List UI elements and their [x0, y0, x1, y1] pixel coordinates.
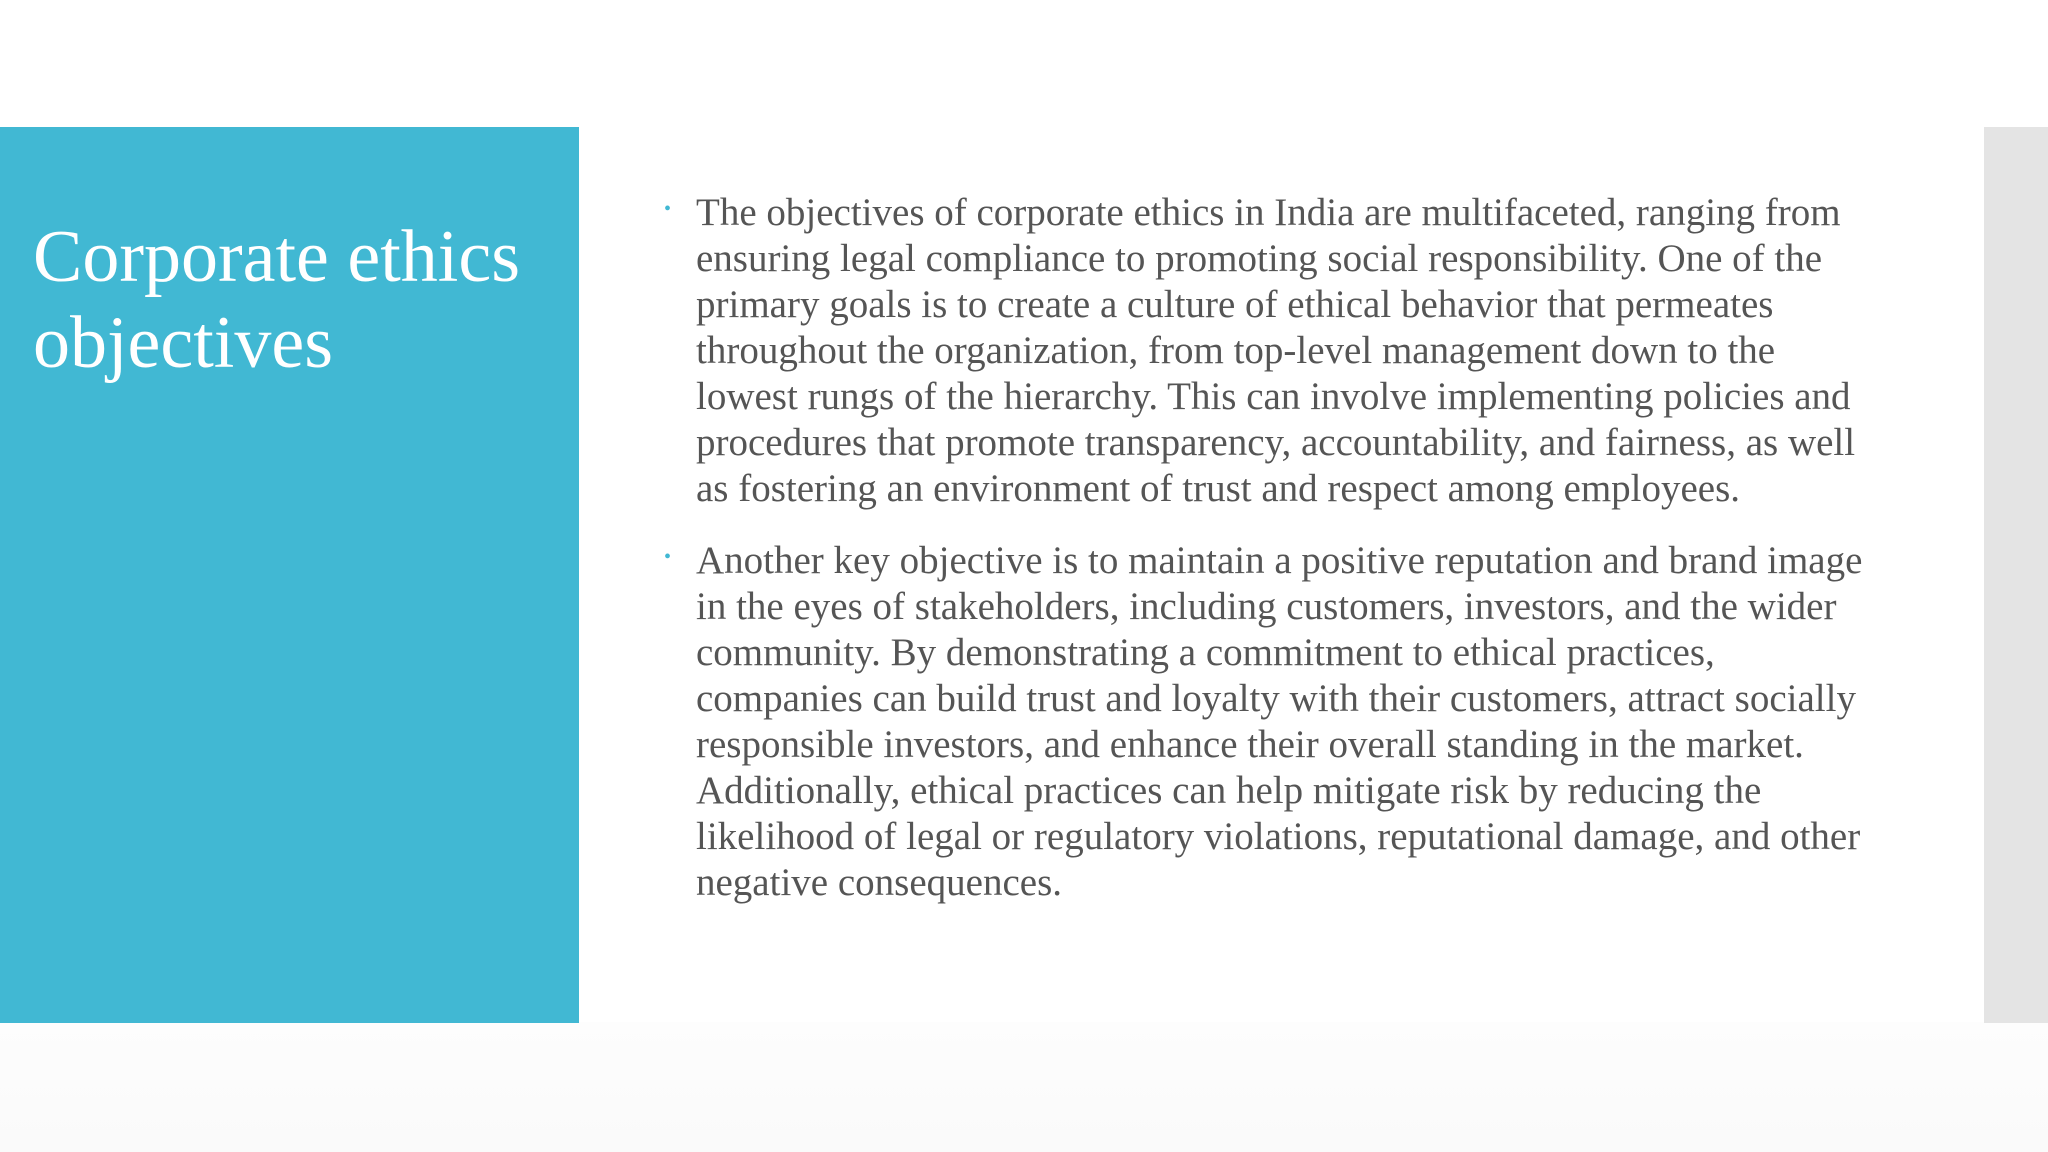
slide-title: Corporate ethics objectives: [33, 216, 520, 384]
bullet-text: Another key objective is to maintain a positive reputation and brand image in the eyes of stakeholders, including customers, investors, and the wider community. By demonstrating a commitment to ethical practices, companies can build trust and loyalty with their customers, attract socially responsible investors, and enhance their overall standing in the market. Additionally, ethical practices can help mitigate risk by reducing the likelihood of legal or regulatory violations, reputational damage, and other negative consequences.: [696, 539, 1863, 904]
bottom-band: [0, 1022, 2048, 1152]
bullet-dot-icon: •: [664, 198, 672, 220]
bullet-item: [664, 538, 1864, 906]
bullet-text: The objectives of corporate ethics in India are multifaceted, ranging from ensuring legal compliance to promoting social responsibility. One of the primary goals is to create a culture of ethical behavior that permeates throughout the organization, from top-level management down to the lowest rungs of the hierarchy. This can involve implementing policies and procedures that promote transparency, accountability, and fairness, as well as fostering an environment of trust and respect among employees.: [696, 191, 1856, 510]
side-strip: [1984, 127, 2048, 1023]
bullet-dot-icon: •: [664, 546, 672, 568]
bullet-item: [664, 190, 1864, 512]
bullet-list: [664, 190, 1864, 932]
